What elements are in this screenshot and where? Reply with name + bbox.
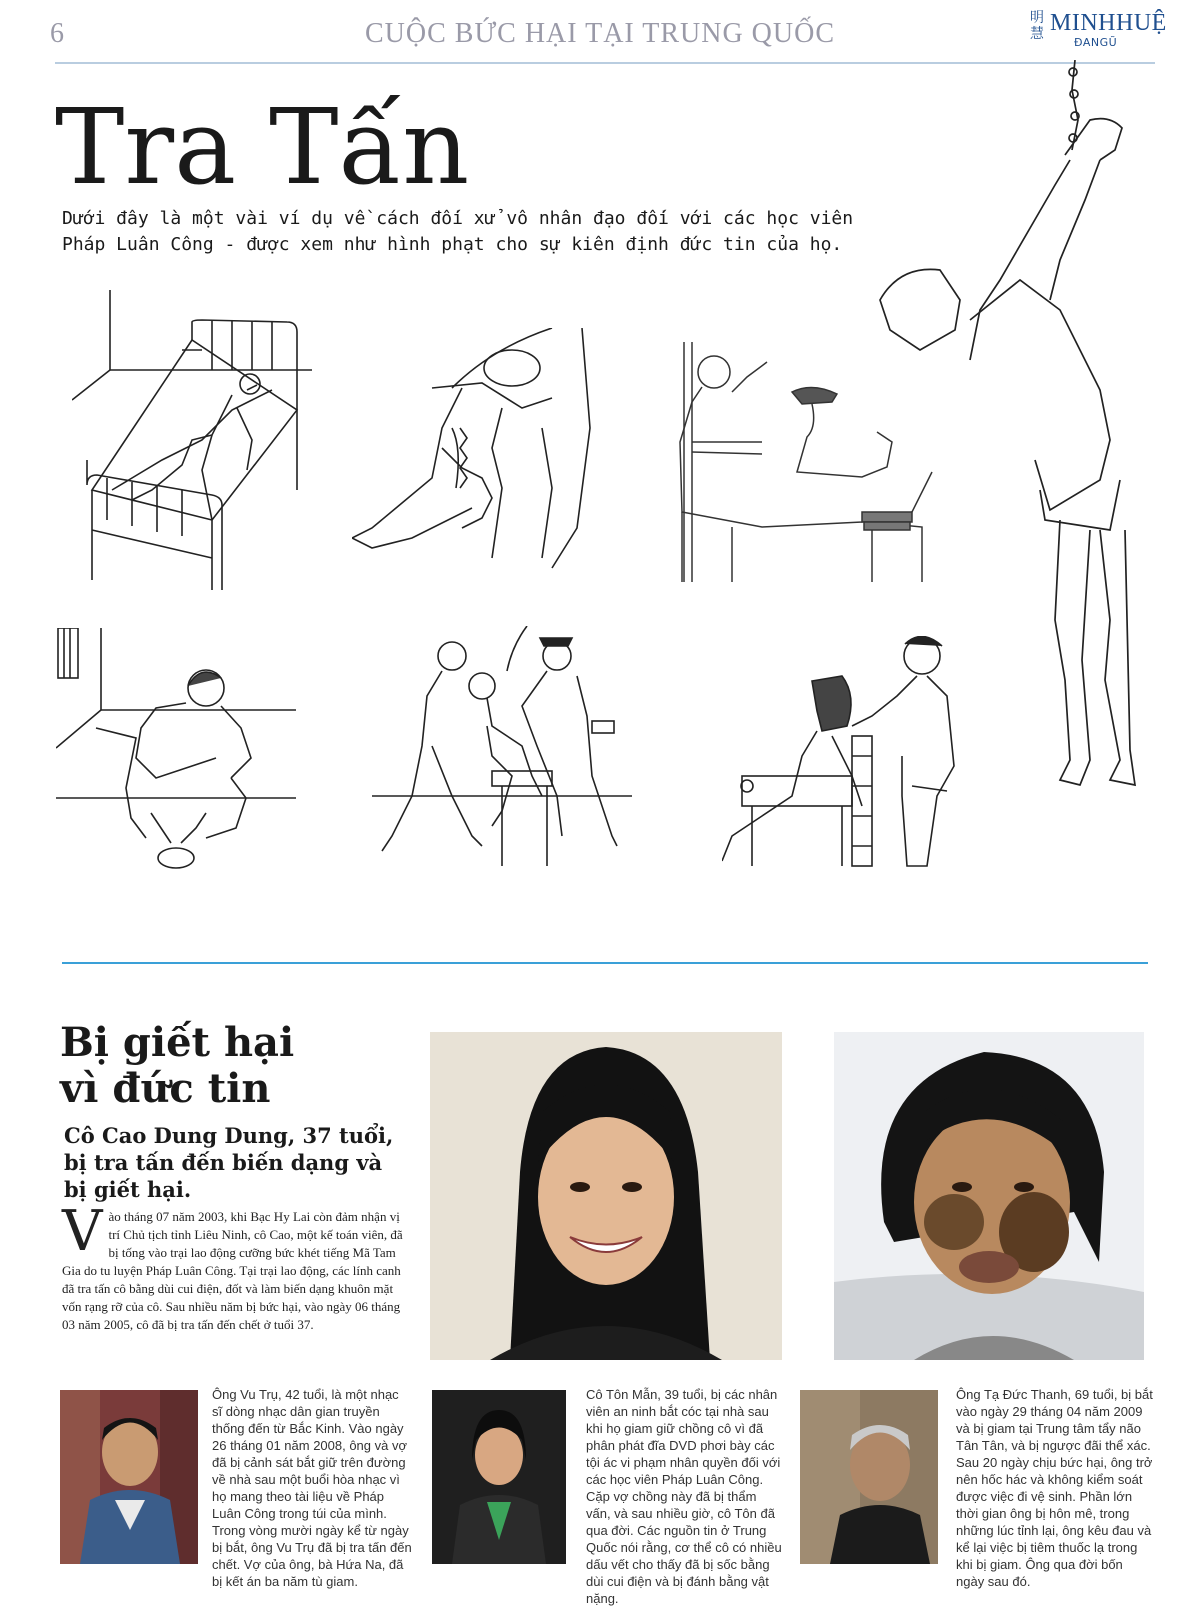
- subhead-line-2: bị tra tấn đến biến dạng và: [64, 1150, 383, 1175]
- page-number: 6: [50, 18, 64, 49]
- logo-char-bottom: 慧: [1030, 26, 1044, 42]
- photo-ta-duc-thanh: [800, 1390, 938, 1564]
- photo-vu-tru: [60, 1390, 198, 1564]
- section-subhead: [64, 1122, 393, 1203]
- subhead-line-3: bị giết hại.: [64, 1177, 192, 1202]
- section-title-line-2: vì đức tin: [60, 1065, 271, 1112]
- subhead-line-1: Cô Cao Dung Dung, 37 tuổi,: [64, 1123, 394, 1148]
- illustration-bed-restraint: [72, 290, 322, 610]
- section-divider: [62, 962, 1148, 964]
- section-title-line-1: Bị giết hại: [60, 1019, 295, 1066]
- illustration-hooded-in-chair: [722, 636, 972, 876]
- intro-text: [62, 206, 854, 258]
- illustration-forced-feeding: [372, 626, 642, 876]
- photo-cao-dung-dung-after: [834, 1032, 1144, 1360]
- page-title: Tra Tấn: [55, 86, 470, 208]
- lead-paragraph: [62, 1199, 408, 1334]
- photo-cao-dung-dung-before: [430, 1032, 782, 1360]
- caption-vu-tru: Ông Vu Trụ, 42 tuổi, là một nhạc sĩ dòng nhạc dân gian truyền thống đến từ Bắc Kinh. Vào ngày 26 tháng 01 năm 2008, ông và vợ đã bị cảnh sát bắt giữ trên đường về nhà sau một buổi hòa nhạc vì họ mang theo tài liệu về Pháp Luân Công trong túi của mình. Trong vòng mười ngày kể từ ngày bị bắt, ông Vu Trụ đã bị tra tấn đến chết. Vợ của ông, bà Hứa Na, đã bị kết án ba năm tù giam.: [212, 1387, 412, 1589]
- logo-name: MINHHUỆ: [1050, 10, 1167, 36]
- illustration-arms-bound-behind-back: [352, 328, 602, 578]
- illustration-shackled-on-floor: [56, 628, 306, 878]
- photo-ton-man: [432, 1390, 566, 1564]
- intro-line-1: Dưới đây là một vài ví dụ về cách đối xử vô nhân đạo đối với các học viên: [62, 208, 854, 229]
- lead-text: ào tháng 07 năm 2003, khi Bạc Hy Lai còn đảm nhận vị trí Chủ tịch tỉnh Liêu Ninh, cô Cao, một kế toán viên, đã bị tống vào trại lao động cưỡng bức khét tiếng Mã Tam Gia do tu luyện Pháp Luân Công. Tại trại lao động, các lính canh đã tra tấn cô bằng dùi cui điện, đốt và làm biến dạng khuôn mặt vốn rạng rỡ của cô. Sau nhiều năm bị bức hại, vào ngày 06 tháng 03 năm 2005, cô đã bị tra tấn đến chết ở tuổi 37.: [62, 1209, 403, 1332]
- drop-cap: V: [62, 1199, 103, 1264]
- running-title: CUỘC BỨC HẠI TẠI TRUNG QUỐC: [364, 18, 836, 49]
- caption-ta-duc-thanh: Ông Tạ Đức Thanh, 69 tuổi, bị bắt vào ngày 29 tháng 04 năm 2009 và bị giam tại Trung tâm tẩy não Tân Tân, và bị ngược đãi thể xác. Sau 20 ngày chịu bức hại, ông trở nên hốc hác và không kiểm soát được việc đi vệ sinh. Phần lớn thời gian ông bị hôn mê, trong những lúc tỉnh lại, ông kêu đau và kể lại việc bị tiêm thuốc lạ trong khi bị giam. Ông qua đời bốn ngày sau đó.: [956, 1387, 1153, 1589]
- logo-subtitle: ĐANGŨ: [1074, 36, 1118, 49]
- minhhue-logo: [1030, 10, 1170, 50]
- logo-char-top: 明: [1030, 10, 1044, 26]
- caption-ton-man: Cô Tôn Mẫn, 39 tuổi, bị các nhân viên an ninh bắt cóc tại nhà sau khi họ giam giữ chồng cô vì đã phân phát đĩa DVD phơi bày các tội ác vi phạm nhân quyền đối với các học viên Pháp Luân Công. Cặp vợ chồng này đã bị thẩm vấn, và sau nhiều giờ, cô Tôn đã qua đời. Các nguồn tin ở Trung Quốc nói rằng, cơ thể cô có nhiều dấu vết cho thấy đã bị sốc bằng dùi cui điện và bị đánh bằng vật nặng.: [586, 1387, 782, 1606]
- section-title: [60, 1020, 294, 1112]
- logo-chinese-characters: [1030, 10, 1046, 42]
- intro-line-2: Pháp Luân Công - được xem như hình phạt cho sự kiên định đức tin của họ.: [62, 234, 843, 255]
